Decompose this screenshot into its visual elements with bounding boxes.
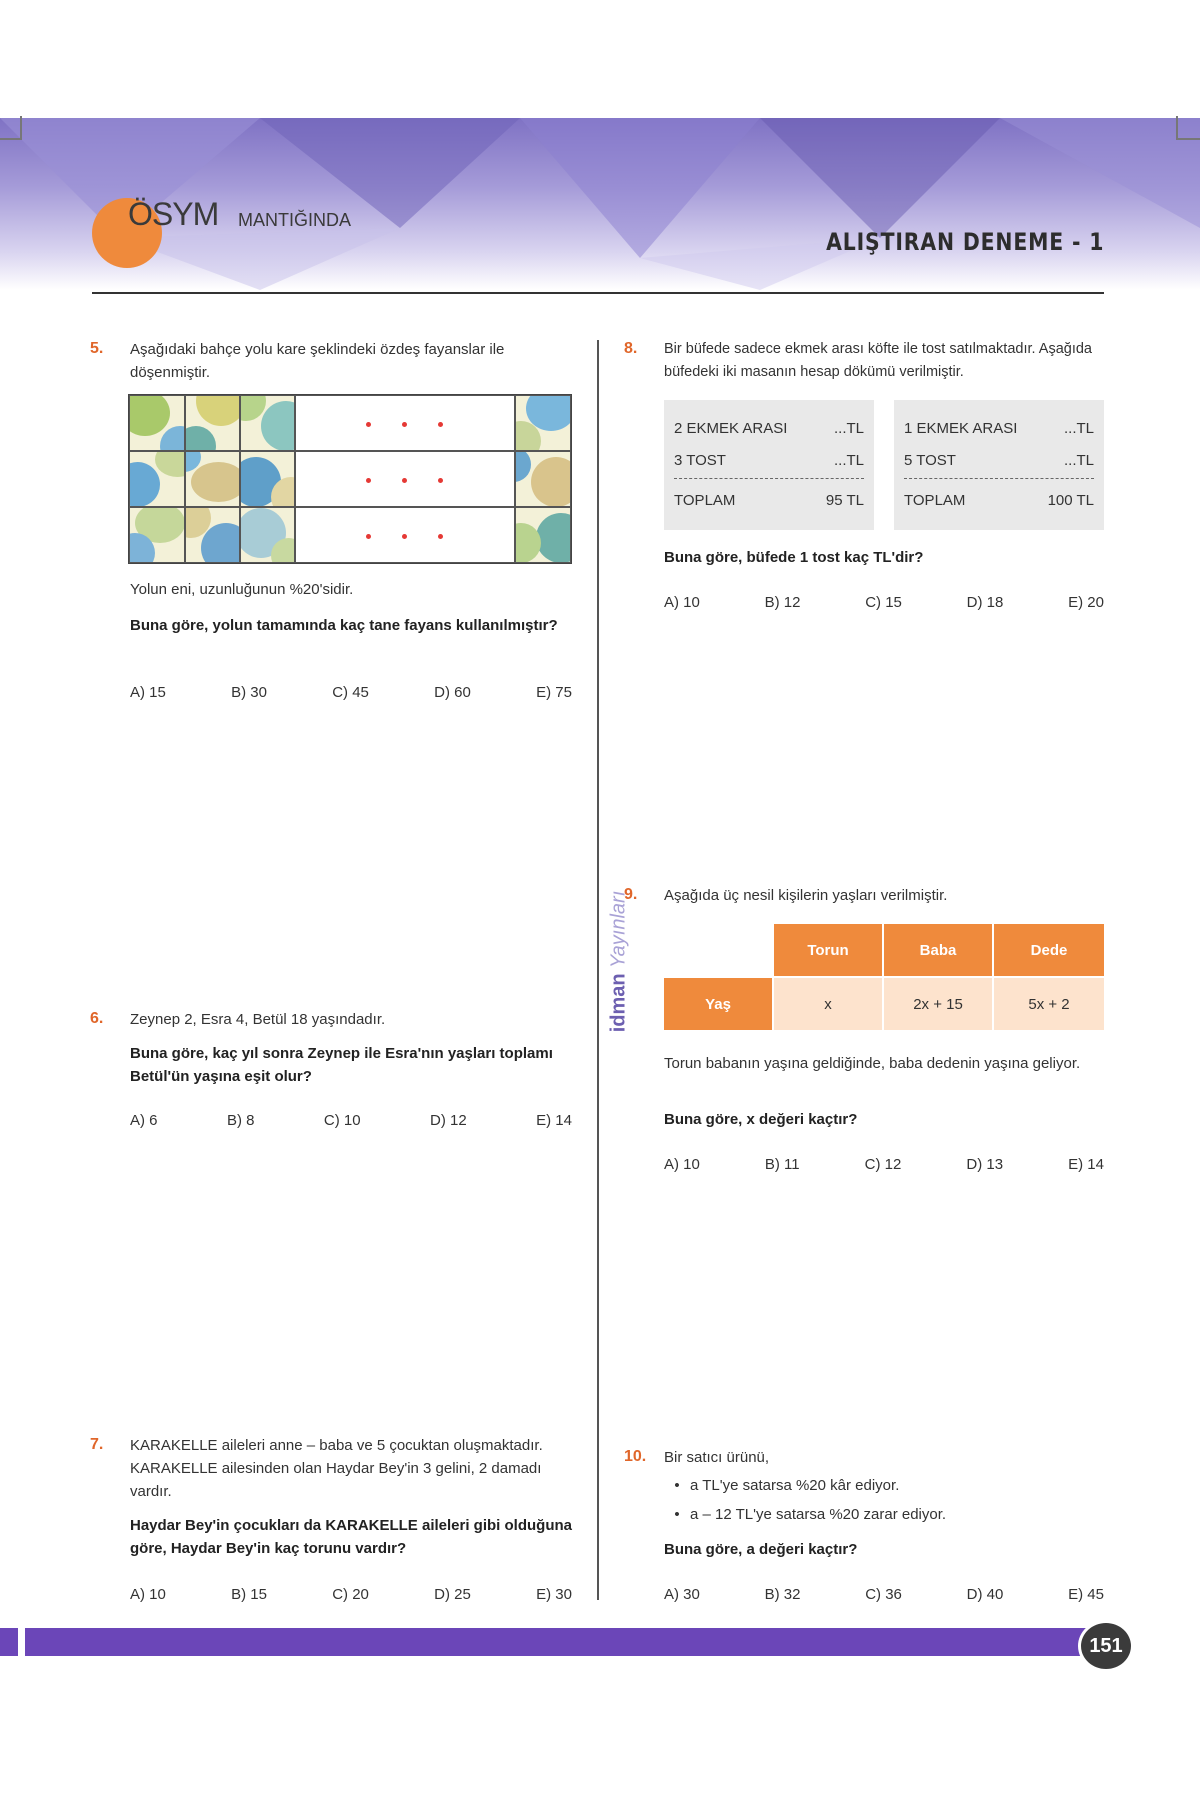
- choice-c[interactable]: C) 15: [865, 594, 902, 611]
- header-rule: [92, 292, 1104, 294]
- watermark-italic: Yayınları: [607, 890, 630, 974]
- logo-sub: MANTIĞINDA: [238, 210, 352, 230]
- choice-b[interactable]: B) 8: [226, 1112, 255, 1129]
- choice-e[interactable]: E) 75: [536, 684, 572, 701]
- tile: [129, 451, 185, 507]
- tile: [515, 395, 571, 451]
- tile-gap-row: [295, 507, 515, 563]
- receipt-line-label: 1 EKMEK ARASI: [904, 420, 1018, 437]
- receipt-total-value: 100 TL: [1047, 492, 1094, 509]
- receipt-line-label: 2 EKMEK ARASI: [674, 420, 788, 437]
- q5-question: Buna göre, yolun tamamında kaç tane fayans kullanılmıştır?: [130, 617, 558, 634]
- q9-number: 9.: [624, 886, 638, 903]
- receipt-total-label: TOPLAM: [904, 492, 966, 509]
- receipt-line-value: ...TL: [1063, 420, 1094, 437]
- q6-number: 6.: [90, 1010, 104, 1027]
- choice-c[interactable]: C) 10: [323, 1112, 361, 1129]
- footer-bar: [25, 1628, 1105, 1656]
- tile: [185, 507, 240, 563]
- tile: [129, 507, 185, 563]
- choice-c[interactable]: C) 20: [332, 1586, 369, 1603]
- q5-note: Yolun eni, uzunluğunun %20'sidir.: [130, 581, 354, 598]
- table-cell: 2x + 15: [884, 978, 992, 1030]
- table-header: Dede: [994, 924, 1104, 976]
- choice-d[interactable]: D) 60: [434, 684, 471, 701]
- q10-text: Bir satıcı ürünü,: [664, 1449, 770, 1466]
- tile: [240, 395, 295, 451]
- table-cell: 5x + 2: [994, 978, 1104, 1030]
- receipt-line-value: ...TL: [833, 420, 864, 437]
- exam-title: ALIŞTIRAN DENEME - 1: [825, 228, 1104, 256]
- choice-e[interactable]: E) 30: [536, 1586, 572, 1603]
- choice-c[interactable]: C) 45: [332, 684, 369, 701]
- table-row-label: Yaş: [664, 978, 772, 1030]
- choice-c[interactable]: C) 36: [865, 1586, 902, 1603]
- q5-number: 5.: [90, 340, 104, 357]
- tile: [240, 507, 295, 563]
- q10-bullet-list: [664, 1474, 1104, 1526]
- tile-gap-row: [295, 395, 515, 451]
- choice-b[interactable]: B) 30: [231, 684, 267, 701]
- q6-text: Zeynep 2, Esra 4, Betül 18 yaşındadır.: [130, 1011, 386, 1028]
- q10-question: Buna göre, a değeri kaçtır?: [664, 1541, 858, 1558]
- bullet-icon: •: [674, 1477, 680, 1494]
- receipt-line-value: ...TL: [1063, 452, 1094, 469]
- choice-e[interactable]: E) 20: [1068, 594, 1104, 611]
- list-item: [664, 1474, 1104, 1497]
- choice-e[interactable]: E) 14: [536, 1112, 572, 1129]
- choice-b[interactable]: B) 12: [764, 594, 801, 611]
- tile: [515, 507, 571, 563]
- q5-choices: [130, 684, 572, 701]
- crop-mark-right: [1176, 116, 1200, 140]
- q5-text: Aşağıdaki bahçe yolu kare şeklindeki özdeş fayanslar ile döşenmiştir.: [130, 341, 505, 381]
- q9-text: Aşağıda üç nesil kişilerin yaşları verilmiştir.: [664, 887, 948, 904]
- choice-e[interactable]: E) 14: [1068, 1156, 1104, 1173]
- q7-number: 7.: [90, 1436, 104, 1453]
- bullet-text: a – 12 TL'ye satarsa %20 zarar ediyor.: [690, 1506, 947, 1523]
- tile: [185, 395, 240, 451]
- column-divider: [597, 340, 599, 1600]
- q8-text: Bir büfede sadece ekmek arası köfte ile tost satılmaktadır. Aşağıda büfedeki iki masanın hesap dökümü verilmiştir.: [664, 341, 1092, 380]
- receipt-total-value: 95 TL: [825, 492, 864, 509]
- q10-choices: [664, 1586, 1104, 1603]
- receipt-total-label: TOPLAM: [674, 492, 736, 509]
- choice-c[interactable]: C) 12: [864, 1156, 902, 1173]
- table-cell: x: [774, 978, 882, 1030]
- receipt-line-label: 5 TOST: [904, 452, 956, 469]
- choice-b[interactable]: B) 11: [764, 1156, 800, 1173]
- table-header: Baba: [884, 924, 992, 976]
- q9-choices: [664, 1156, 1104, 1173]
- choice-d[interactable]: D) 13: [966, 1156, 1004, 1173]
- footer-bar-stub: [0, 1628, 18, 1656]
- q8-number: 8.: [624, 340, 638, 357]
- publisher-watermark: [607, 891, 630, 1033]
- q7-choices: [130, 1586, 572, 1603]
- receipt-divider: [904, 478, 1094, 479]
- page-number: 151: [1078, 1620, 1134, 1672]
- q6-choices: [130, 1112, 572, 1129]
- choice-d[interactable]: D) 25: [434, 1586, 471, 1603]
- q5-tile-figure: [128, 394, 572, 564]
- receipt-table-2: [894, 400, 1104, 530]
- q6-question: Buna göre, kaç yıl sonra Zeynep ile Esra'nın yaşları toplamı Betül'ün yaşına eşit olur?: [130, 1045, 553, 1085]
- q8-choices: [664, 594, 1104, 611]
- receipt-divider: [674, 478, 864, 479]
- tile-gap-row: [295, 451, 515, 507]
- choice-a[interactable]: A) 10: [664, 594, 700, 611]
- q8-question: Buna göre, büfede 1 tost kaç TL'dir?: [664, 549, 924, 566]
- choice-b[interactable]: B) 15: [231, 1586, 267, 1603]
- bullet-icon: •: [674, 1506, 680, 1523]
- tile: [515, 451, 571, 507]
- choice-e[interactable]: E) 45: [1068, 1586, 1104, 1603]
- tile: [129, 395, 185, 451]
- watermark-bold: idman: [607, 973, 630, 1033]
- list-item: [664, 1503, 1104, 1526]
- q10-number: 10.: [624, 1448, 647, 1465]
- receipt-line-label: 3 TOST: [674, 452, 726, 469]
- crop-mark-left: [0, 116, 22, 140]
- choice-a[interactable]: A) 10: [664, 1156, 700, 1173]
- q7-question: Haydar Bey'in çocukları da KARAKELLE aileleri gibi olduğuna göre, Haydar Bey'in kaç torunu vardır?: [130, 1517, 572, 1557]
- choice-b[interactable]: B) 32: [764, 1586, 801, 1603]
- receipt-line-value: ...TL: [833, 452, 864, 469]
- choice-a[interactable]: A) 10: [130, 1586, 166, 1603]
- choice-a[interactable]: A) 30: [664, 1586, 700, 1603]
- q9-note: Torun babanın yaşına geldiğinde, baba dedenin yaşına geliyor.: [664, 1055, 1081, 1072]
- q9-age-table: [664, 924, 1104, 1032]
- table-header: Torun: [774, 924, 882, 976]
- choice-a[interactable]: A) 15: [130, 684, 166, 701]
- bullet-text: a TL'ye satarsa %20 kâr ediyor.: [690, 1477, 900, 1494]
- choice-d[interactable]: D) 40: [966, 1586, 1004, 1603]
- logo-main: ÖSYM: [128, 196, 219, 232]
- q9-question: Buna göre, x değeri kaçtır?: [664, 1111, 858, 1128]
- choice-a[interactable]: A) 6: [130, 1112, 158, 1129]
- choice-d[interactable]: D) 18: [966, 594, 1004, 611]
- tile: [240, 451, 295, 507]
- q7-text: KARAKELLE aileleri anne – baba ve 5 çocuktan oluşmaktadır. KARAKELLE ailesinden olan Haydar Bey'in 3 gelini, 2 damadı vardır.: [130, 1437, 543, 1500]
- choice-d[interactable]: D) 12: [429, 1112, 467, 1129]
- receipt-table-1: [664, 400, 874, 530]
- tile: [185, 451, 240, 507]
